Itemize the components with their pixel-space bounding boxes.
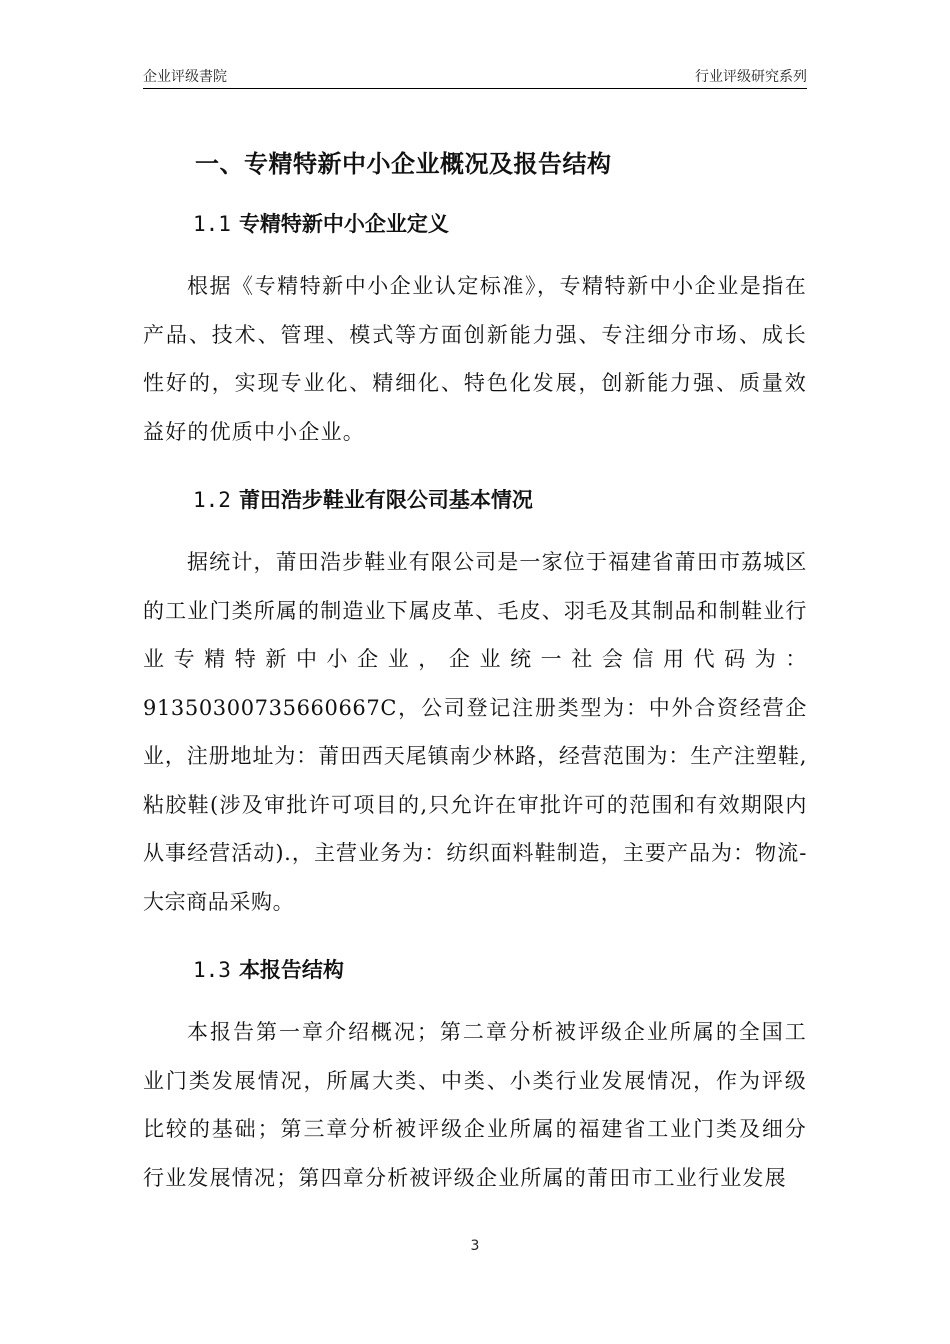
header-right-text: 行业评级研究系列 [695, 69, 807, 85]
section-number: 1.2 [193, 488, 231, 512]
header-divider [143, 88, 807, 89]
section-paragraph-1-1: 根据《专精特新中小企业认定标准》，专精特新中小企业是指在产品、技术、管理、模式等方面创新能力强、专注细分市场、成长性好的，实现专业化、精细化、特色化发展，创新能力强、质量效益好的优质中小企业。 [143, 274, 807, 444]
page-body [143, 140, 807, 1226]
section-heading-1-3 [193, 950, 807, 990]
page-header [143, 60, 807, 86]
chapter-title: 一、专精特新中小企业概况及报告结构 [195, 150, 612, 178]
section-paragraph-1-3: 本报告第一章介绍概况；第二章分析被评级企业所属的全国工业门类发展情况，所属大类、中类、小类行业发展情况，作为评级比较的基础；第三章分析被评级企业所属的福建省工业门类及细分行业发展情况；第四章分析被评级企业所属的莆田市工业行业发展 [143, 1020, 807, 1190]
section-title: 本报告结构 [238, 958, 344, 982]
page-number: 3 [470, 1238, 480, 1254]
section-heading-1-2 [193, 480, 807, 520]
section-number: 1.3 [193, 958, 231, 982]
section-number: 1.1 [193, 212, 231, 236]
header-left-text: 企业评级書院 [143, 69, 227, 85]
section-paragraph-1-2: 据统计，莆田浩步鞋业有限公司是一家位于福建省莆田市荔城区的工业门类所属的制造业下属皮革、毛皮、羽毛及其制品和制鞋业行业专精特新中小企业，企业统一社会信用代码为：91350300735660667C，公司登记注册类型为：中外合资经营企业，注册地址为：莆田西天尾镇南少林路，经营范围为：生产注塑鞋,粘胶鞋(涉及审批许可项目的,只允许在审批许可的范围和有效期限内从事经营活动).，主营业务为：纺织面料鞋制造，主要产品为：物流-大宗商品采购。 [143, 550, 807, 914]
section-heading-1-1 [193, 204, 807, 244]
section-title: 莆田浩步鞋业有限公司基本情况 [238, 488, 533, 512]
section-title: 专精特新中小企业定义 [238, 212, 449, 236]
